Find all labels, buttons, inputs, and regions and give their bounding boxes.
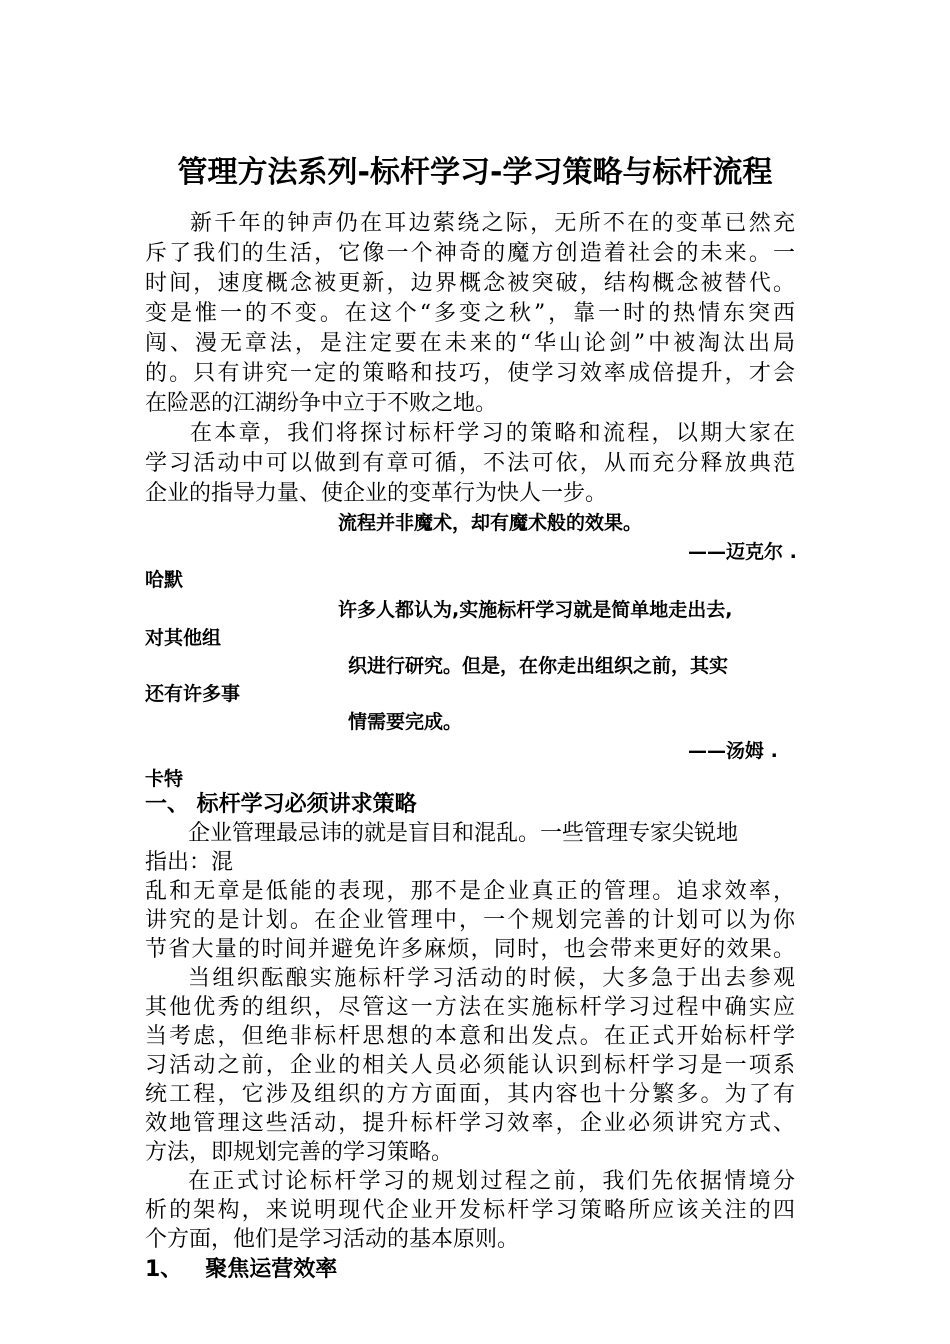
paragraph-line: 习活动之前，企业的相关人员必须能认识到标杆学习是一项系 <box>145 1053 795 1078</box>
quote-author: ——汤姆 . <box>688 740 778 762</box>
quote-text: 流程并非魔术，却有魔术般的效果。 <box>338 512 643 534</box>
paragraph-line: 个方面，他们是学习活动的基本原则。 <box>145 1227 520 1252</box>
paragraph-line: 当组织酝酿实施标杆学习活动的时候，大多急于出去参观 <box>188 966 795 991</box>
quote-text: 情需要完成。 <box>348 711 463 733</box>
quote-text: 许多人都认为,实施标杆学习就是简单地走出去, <box>338 599 733 621</box>
quote-text: 织进行研究。但是，在你走出组织之前，其实 <box>348 655 729 677</box>
paragraph-line: 讲究的是计划。在企业管理中，一个规划完善的计划可以为你 <box>145 908 795 933</box>
quote-author: ——迈克尔 . <box>688 541 797 563</box>
paragraph-line: 变是惟一的不变。在这个“多变之秋”，靠一时的热情东突西 <box>145 301 795 326</box>
paragraph-line: 在正式讨论标杆学习的规划过程之前，我们先依据情境分 <box>188 1169 795 1194</box>
document-title: 管理方法系列-标杆学习-学习策略与标杆流程 <box>177 155 773 190</box>
paragraph-line: 斥了我们的生活，它像一个神奇的魔方创造着社会的未来。一 <box>145 241 795 266</box>
quote-text: 还有许多事 <box>145 683 241 705</box>
paragraph-line: 当考虑，但绝非标杆思想的本意和出发点。在正式开始标杆学 <box>145 1024 795 1049</box>
paragraph-line: 在险恶的江湖纷争中立于不败之地。 <box>145 391 498 416</box>
quote-text: 对其他组 <box>145 627 222 649</box>
paragraph-line: 闯、漫无章法，是注定要在未来的“华山论剑”中被淘汰出局 <box>145 331 795 356</box>
paragraph-line: 节省大量的时间并避免许多麻烦，同时，也会带来更好的效果。 <box>145 937 795 962</box>
paragraph-line: 统工程，它涉及组织的方方面面，其内容也十分繁多。为了有 <box>145 1082 795 1107</box>
paragraph-line: 指出：混 <box>145 850 234 875</box>
paragraph-line: 乱和无章是低能的表现，那不是企业真正的管理。追求效率， <box>145 879 795 904</box>
quote-author: 卡特 <box>145 768 184 790</box>
paragraph-line: 在本章，我们将探讨标杆学习的策略和流程，以期大家在 <box>190 421 795 446</box>
paragraph-line: 学习活动中可以做到有章可循，不法可依，从而充分释放典范 <box>145 451 795 476</box>
paragraph-line: 析的架构，来说明现代企业开发标杆学习策略所应该关注的四 <box>145 1198 795 1223</box>
paragraph-line: 其他优秀的组织，尽管这一方法在实施标杆学习过程中确实应 <box>145 995 795 1020</box>
subsection-heading: 1、 聚焦运营效率 <box>145 1257 338 1282</box>
paragraph-line: 方法，即规划完善的学习策略。 <box>145 1140 454 1165</box>
paragraph-line: 的。只有讲究一定的策略和技巧，使学习效率成倍提升，才会 <box>145 361 795 386</box>
paragraph-line: 企业的指导力量、使企业的变革行为快人一步。 <box>145 481 608 506</box>
paragraph-line: 时间，速度概念被更新，边界概念被突破，结构概念被替代。 <box>145 271 795 296</box>
quote-author: 哈默 <box>145 569 184 591</box>
section-heading: 一、 标杆学习必须讲求策略 <box>145 792 417 817</box>
paragraph-line: 效地管理这些活动，提升标杆学习效率，企业必须讲究方式、 <box>145 1111 795 1136</box>
paragraph-line: 企业管理最忌讳的就是盲目和混乱。一些管理专家尖锐地 <box>188 821 739 846</box>
paragraph-line: 新千年的钟声仍在耳边萦绕之际，无所不在的变革已然充 <box>190 211 795 236</box>
